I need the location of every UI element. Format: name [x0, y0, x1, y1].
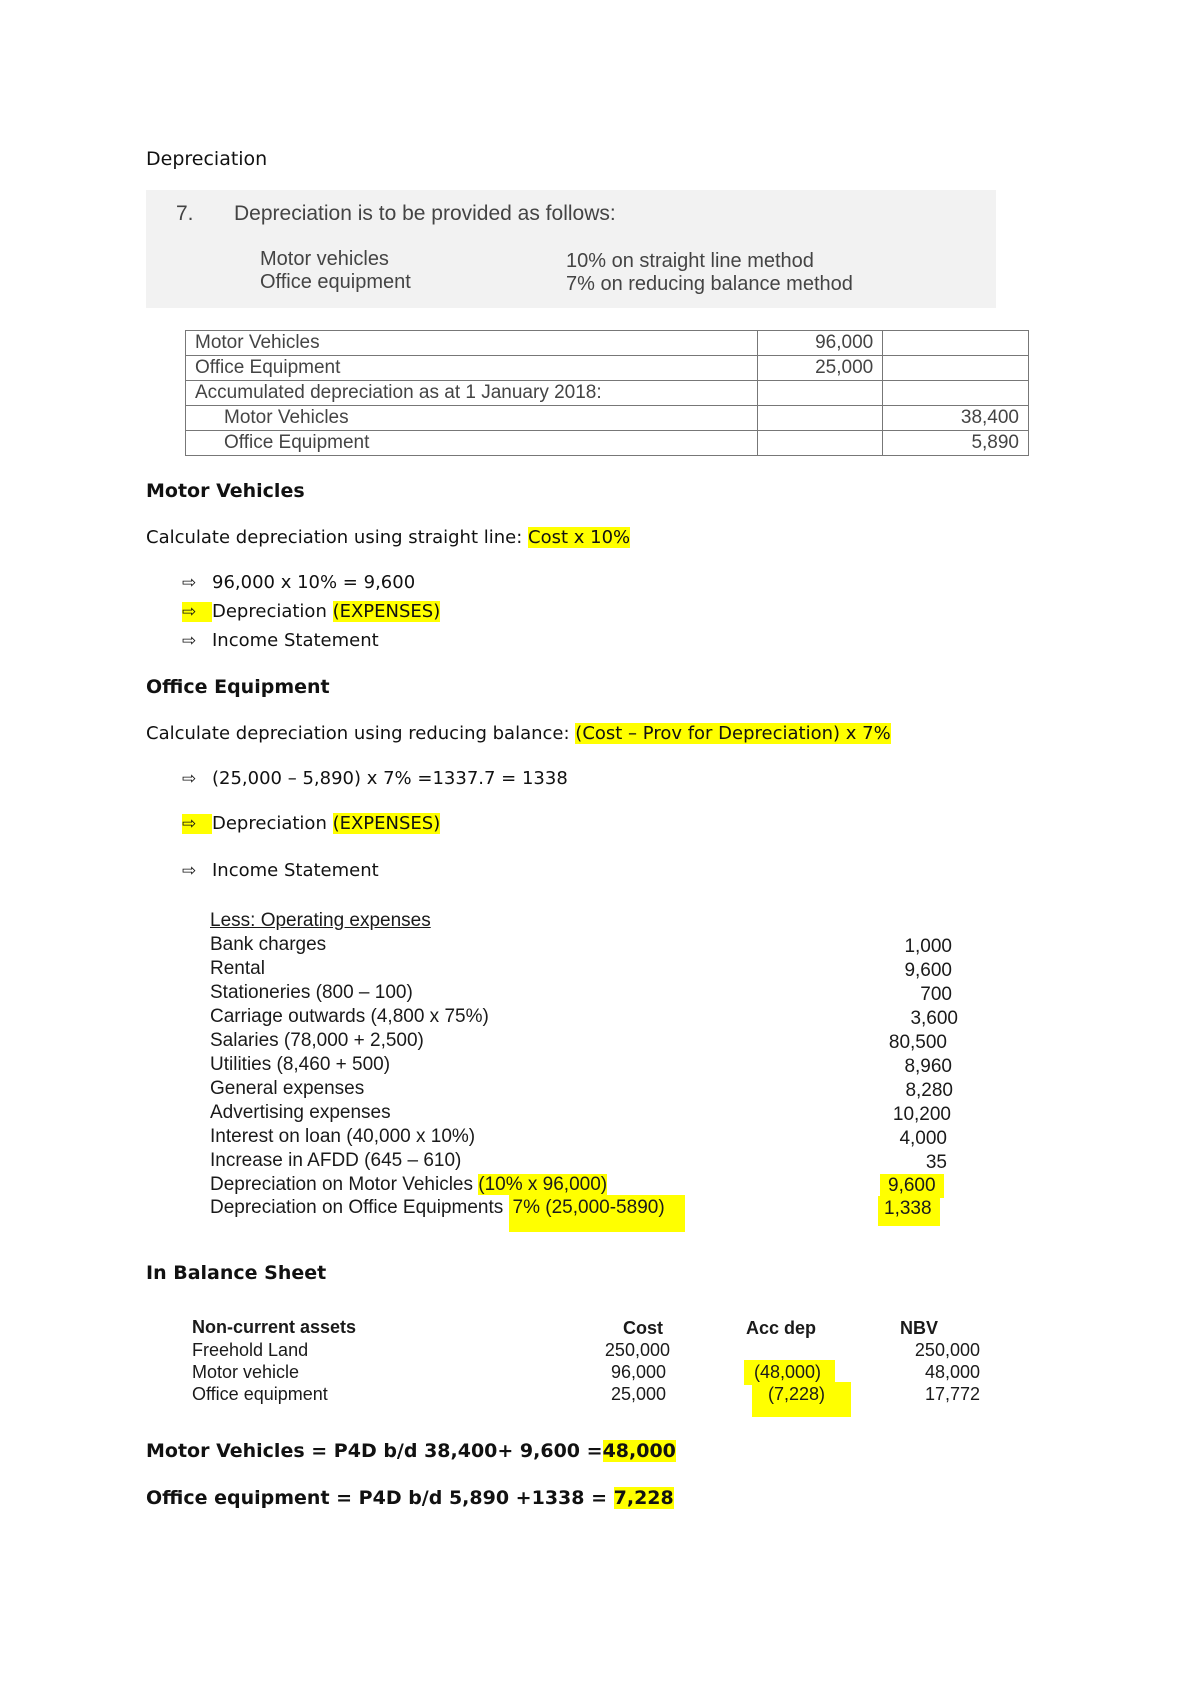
final-motor-line	[146, 1440, 676, 1462]
bs-header-cost: Cost	[623, 1318, 663, 1338]
expense-value: 9,600	[904, 960, 952, 981]
row-label: Motor Vehicles	[186, 406, 758, 431]
motor-calc-line	[146, 527, 630, 548]
office-calc-line	[146, 723, 891, 744]
bs-row-nbv: 48,000	[924, 1362, 980, 1382]
question-text: Depreciation is to be provided as follows:	[234, 202, 616, 225]
expense-label: Advertising expenses	[210, 1102, 391, 1123]
office-equipment-heading: Office Equipment	[146, 676, 330, 698]
expense-label: Stationeries (800 – 100)	[210, 982, 413, 1003]
list-item	[182, 813, 440, 834]
cost-cell	[758, 431, 883, 456]
motor-calc-text: Calculate depreciation using straight line:	[146, 527, 529, 548]
bs-header-nbv: NBV	[900, 1318, 939, 1338]
expenses-highlight: (EXPENSES)	[332, 813, 441, 834]
expenses-heading: Less: Operating expenses	[210, 910, 431, 931]
list-item	[182, 630, 379, 651]
arrow-icon: ⇨	[182, 602, 212, 622]
motor-vehicles-heading: Motor Vehicles	[146, 480, 305, 502]
final-office-highlight: 7,228	[613, 1487, 674, 1509]
list-item	[182, 768, 568, 789]
question-method: 10% on straight line method	[566, 250, 814, 272]
bs-row-cost: 25,000	[610, 1384, 666, 1404]
row-label: Motor Vehicles	[186, 331, 758, 356]
expense-value: 4,000	[899, 1128, 947, 1149]
cost-cell	[758, 381, 883, 406]
acc-dep-cell	[883, 331, 1029, 356]
table-row	[186, 331, 1029, 356]
final-office-line	[146, 1487, 674, 1509]
expense-value: 8,960	[904, 1056, 952, 1077]
final-motor-highlight: 48,000	[602, 1440, 676, 1462]
expense-value: 80,500	[888, 1032, 947, 1053]
question-asset: Motor vehicles	[260, 248, 389, 270]
expense-label	[210, 1197, 685, 1219]
expense-label: Carriage outwards (4,800 x 75%)	[210, 1006, 489, 1027]
list-item	[182, 572, 415, 593]
balance-sheet-heading: In Balance Sheet	[146, 1262, 327, 1284]
expense-label: Interest on loan (40,000 x 10%)	[210, 1126, 476, 1147]
bs-row-nbv: 17,772	[924, 1384, 980, 1404]
expense-label	[210, 1174, 607, 1196]
bs-row-acc-dep: (48,000)	[744, 1360, 835, 1385]
bs-row-cost: 250,000	[604, 1340, 670, 1360]
office-calc-text: Calculate depreciation using reducing balance:	[146, 723, 576, 744]
bullet-text: Income Statement	[212, 860, 379, 881]
arrow-icon: ⇨	[182, 861, 197, 881]
dep-mv-highlight: (10% x 96,000)	[478, 1174, 608, 1195]
expense-value: 3,600	[910, 1008, 958, 1029]
page-title: Depreciation	[146, 148, 268, 170]
expense-label: General expenses	[210, 1078, 365, 1099]
asset-figures-table	[185, 330, 1029, 456]
acc-dep-cell: 5,890	[883, 431, 1029, 456]
motor-calc-highlight: Cost x 10%	[528, 527, 631, 548]
cost-cell: 96,000	[758, 331, 883, 356]
bs-header-assets: Non-current assets	[192, 1317, 357, 1337]
expense-value: 10,200	[892, 1104, 951, 1125]
row-label: Accumulated depreciation as at 1 January 2018:	[186, 381, 758, 406]
bullet-text: Depreciation	[212, 813, 333, 834]
expense-label: Rental	[210, 958, 265, 979]
final-motor-text: Motor Vehicles = P4D b/d 38,400+ 9,600 =	[146, 1440, 603, 1462]
dep-oe-highlight: 7% (25,000-5890)	[509, 1195, 685, 1232]
cost-cell: 25,000	[758, 356, 883, 381]
bs-row-label: Freehold Land	[192, 1340, 309, 1360]
bullet-text: Income Statement	[212, 630, 379, 651]
final-office-text: Office equipment = P4D b/d 5,890 +1338 =	[146, 1487, 614, 1509]
dep-mv-label: Depreciation on Motor Vehicles	[210, 1174, 479, 1195]
acc-dep-cell	[883, 381, 1029, 406]
expense-label: Increase in AFDD (645 – 610)	[210, 1150, 462, 1171]
table-row	[186, 406, 1029, 431]
expense-label: Salaries (78,000 + 2,500)	[210, 1030, 424, 1051]
expenses-highlight: (EXPENSES)	[332, 601, 441, 622]
expense-label: Utilities (8,460 + 500)	[210, 1054, 391, 1075]
question-method: 7% on reducing balance method	[566, 273, 853, 295]
bs-row-label: Office equipment	[192, 1384, 328, 1404]
bs-row-cost: 96,000	[610, 1362, 666, 1382]
bullet-text: (25,000 – 5,890) x 7% =1337.7 = 1338	[212, 768, 568, 789]
bullet-text: 96,000 x 10% = 9,600	[212, 572, 416, 593]
office-calc-highlight: (Cost – Prov for Depreciation) x 7%	[575, 723, 891, 744]
expense-label: Bank charges	[210, 934, 327, 955]
dep-oe-value: 1,338	[878, 1196, 940, 1226]
arrow-icon: ⇨	[182, 573, 197, 593]
list-item	[182, 601, 440, 622]
table-row	[186, 356, 1029, 381]
row-label: Office Equipment	[186, 356, 758, 381]
table-row	[186, 381, 1029, 406]
question-number: 7.	[176, 202, 194, 225]
arrow-icon: ⇨	[182, 631, 197, 651]
list-item	[182, 860, 379, 881]
row-label: Office Equipment	[186, 431, 758, 456]
question-box	[146, 190, 996, 308]
bs-row-label: Motor vehicle	[192, 1362, 300, 1382]
bs-row-nbv: 250,000	[914, 1340, 980, 1360]
arrow-icon: ⇨	[182, 769, 197, 789]
cost-cell	[758, 406, 883, 431]
acc-dep-cell	[883, 356, 1029, 381]
bs-header-acc-dep: Acc dep	[746, 1318, 817, 1338]
dep-mv-value: 9,600	[880, 1174, 944, 1198]
dep-oe-label: Depreciation on Office Equipments	[210, 1197, 509, 1218]
bs-row-acc-dep: (7,228)	[752, 1382, 851, 1417]
expense-value: 8,280	[905, 1080, 953, 1101]
expense-value: 35	[925, 1152, 947, 1173]
expense-value: 1,000	[904, 936, 952, 957]
acc-dep-cell: 38,400	[883, 406, 1029, 431]
bullet-text: Depreciation	[212, 601, 333, 622]
question-asset: Office equipment	[260, 271, 411, 293]
arrow-icon: ⇨	[182, 814, 212, 834]
table-row	[186, 431, 1029, 456]
expense-value: 700	[920, 984, 952, 1005]
